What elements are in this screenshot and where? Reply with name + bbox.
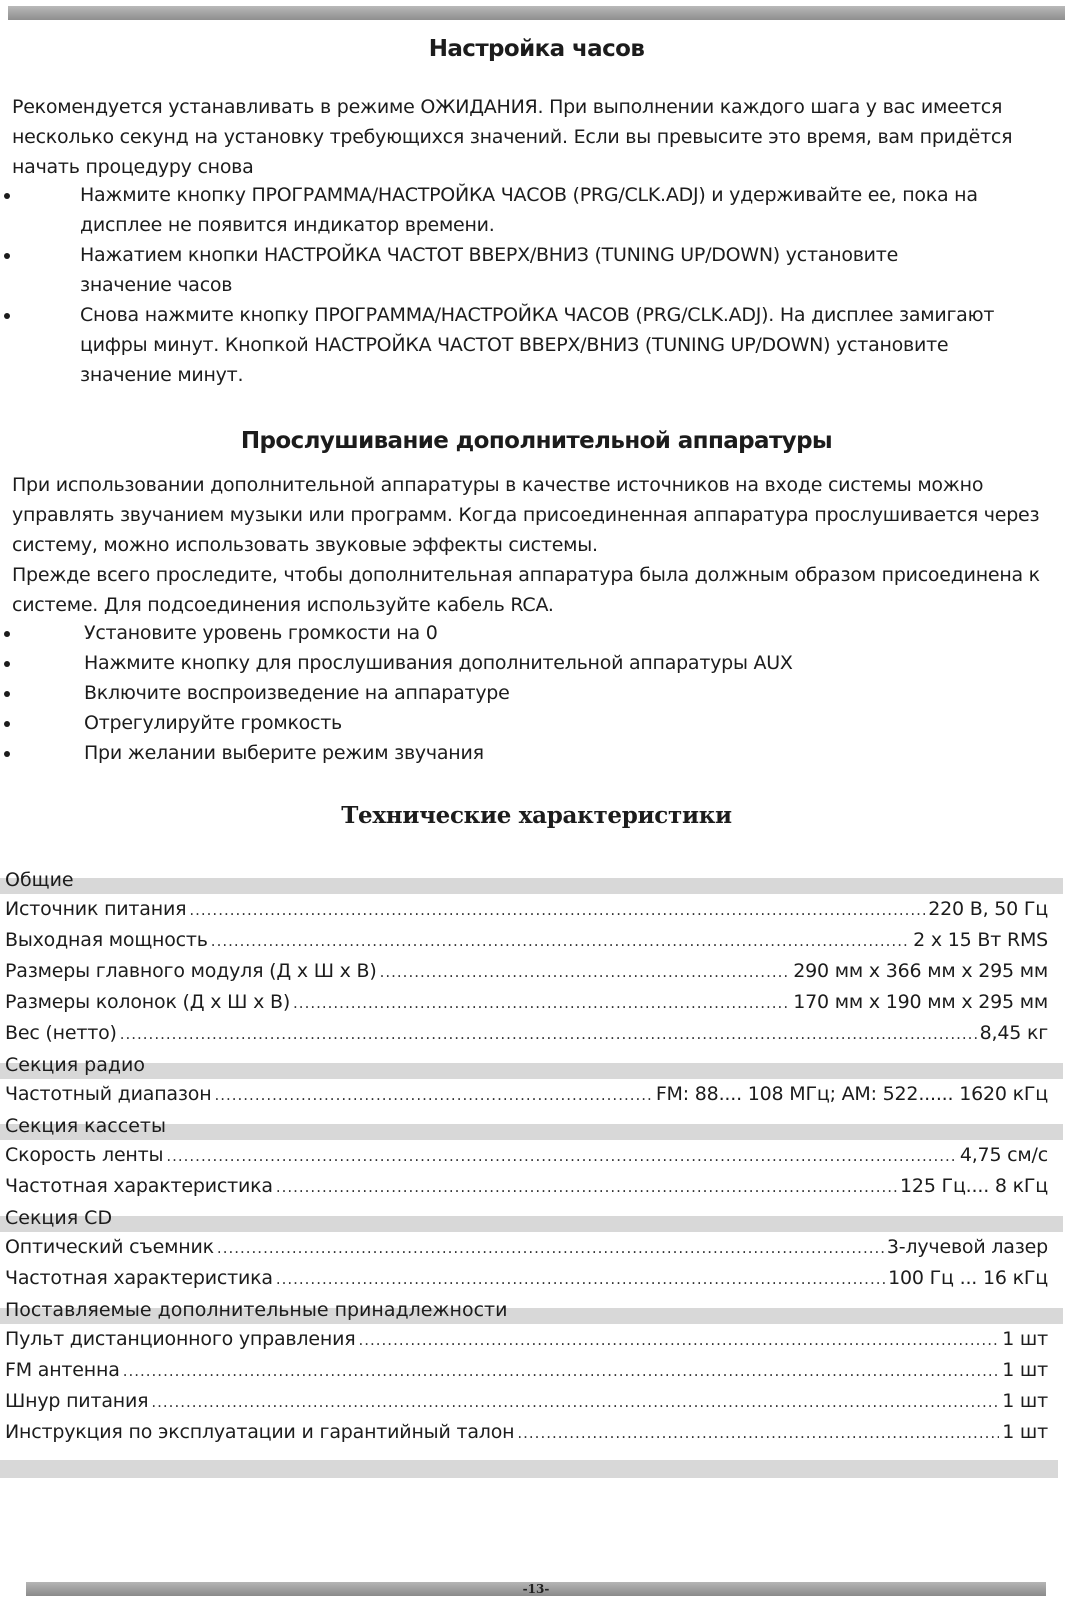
table-row	[0, 1079, 1048, 1110]
list-item	[0, 180, 1030, 240]
table-row	[0, 1386, 1048, 1417]
spec-value: 290 мм x 366 мм x 295 мм	[793, 960, 1048, 982]
leader-dots	[166, 1141, 956, 1172]
bottom-divider-bar	[26, 1582, 1046, 1596]
spec-name: Источник питания	[5, 898, 187, 920]
spec-name: Вес (нетто)	[5, 1022, 117, 1044]
spec-name: Инструкция по эксплуатации и гарантийный талон	[5, 1421, 515, 1443]
spec-name: Частотная характеристика	[5, 1175, 273, 1197]
table-row	[0, 956, 1048, 987]
spec-value: 4,75 см/с	[959, 1144, 1048, 1166]
spec-value: 8,45 кг	[979, 1022, 1048, 1044]
leader-dots	[276, 1264, 885, 1295]
leader-dots	[151, 1387, 999, 1418]
clock-step-text: Нажатием кнопки НАСТРОЙКА ЧАСТОТ ВВЕРХ/ВНИЗ (TUNING UP/DOWN) установите значение часов	[80, 244, 899, 296]
spec-value: 1 шт	[1002, 1328, 1048, 1350]
spec-name: Размеры главного модуля (Д x Ш x В)	[5, 960, 377, 982]
spec-name: Пульт дистанционного управления	[5, 1328, 356, 1350]
leader-dots	[217, 1233, 884, 1264]
list-item	[0, 240, 980, 300]
spec-name: Скорость ленты	[5, 1144, 164, 1166]
spec-name: FM антенна	[5, 1359, 120, 1381]
spec-name: Частотный диапазон	[5, 1083, 212, 1105]
spec-value: FM: 88.... 108 МГц; AM: 522...... 1620 кГц	[655, 1083, 1048, 1105]
spec-value: 220 В, 50 Гц	[928, 898, 1048, 920]
leader-dots	[380, 957, 791, 988]
aux-step-text: При желании выберите режим звучания	[84, 742, 484, 764]
specs-table	[0, 864, 1073, 1478]
bullet-icon	[4, 661, 10, 667]
bullet-icon	[4, 313, 10, 319]
specs-group-header-radio: Секция радио	[0, 1049, 1063, 1079]
leader-dots	[123, 1356, 1000, 1387]
specs-table-footer-band	[0, 1448, 1058, 1478]
leader-dots	[293, 988, 790, 1019]
aux-step-text: Включите воспроизведение на аппаратуре	[84, 682, 510, 704]
bullet-icon	[4, 721, 10, 727]
spec-value: 1 шт	[1002, 1390, 1048, 1412]
leader-dots	[358, 1325, 999, 1356]
table-row	[0, 1417, 1048, 1448]
spec-name: Шнур питания	[5, 1390, 149, 1412]
bullet-icon	[4, 691, 10, 697]
spec-name: Оптический съемник	[5, 1236, 214, 1258]
clock-intro-paragraph: Рекомендуется устанавливать в режиме ОЖИДАНИЯ. При выполнении каждого шага у вас имеется несколько секунд на установку требующихся значений. Если вы превысите это время, вам придётся начать процедуру снова	[12, 96, 1013, 178]
clock-section-title: Настройка часов	[428, 36, 645, 62]
aux-section-title: Прослушивание дополнительной аппаратуры	[240, 428, 833, 454]
list-item	[0, 708, 1073, 738]
bullet-icon	[4, 193, 10, 199]
bullet-icon	[4, 253, 10, 259]
table-row	[0, 1018, 1048, 1049]
table-row	[0, 925, 1048, 956]
spec-value: 1 шт	[1002, 1421, 1048, 1443]
leader-dots	[211, 926, 910, 957]
leader-dots	[276, 1172, 897, 1203]
list-item	[0, 648, 1073, 678]
aux-paragraph-1: При использовании дополнительной аппаратуры в качестве источников на входе системы можно управлять звучанием музыки или программ. Когда присоединенная аппаратура прослушивается через систему, можно использовать звуковые эффекты системы.	[12, 474, 1040, 556]
top-divider-bar	[8, 6, 1065, 20]
aux-steps-list	[0, 618, 1073, 768]
spec-value: 1 шт	[1002, 1359, 1048, 1381]
specs-section-title: Технические характеристики	[341, 802, 732, 829]
specs-group-header-accessories: Поставляемые дополнительные принадлежности	[0, 1294, 1063, 1324]
aux-step-text: Нажмите кнопку для прослушивания дополнительной аппаратуры AUX	[84, 652, 793, 674]
clock-step-text: Нажмите кнопку ПРОГРАММА/НАСТРОЙКА ЧАСОВ (PRG/CLK.ADJ) и удерживайте ее, пока на дисплее не появится индикатор времени.	[80, 184, 978, 236]
bullet-icon	[4, 751, 10, 757]
table-row	[0, 1324, 1048, 1355]
spec-value: 170 мм x 190 мм x 295 мм	[793, 991, 1048, 1013]
spec-value: 100 Гц ... 16 кГц	[888, 1267, 1048, 1289]
list-item	[0, 300, 1035, 390]
list-item	[0, 618, 1073, 648]
spec-value: 3-лучевой лазер	[886, 1236, 1048, 1258]
specs-group-header-general: Общие	[0, 864, 1063, 894]
specs-group-header-cassette: Секция кассеты	[0, 1110, 1063, 1140]
spec-name: Размеры колонок (Д x Ш x В)	[5, 991, 291, 1013]
aux-step-text: Отрегулируйте громкость	[84, 712, 343, 734]
spec-name: Частотная характеристика	[5, 1267, 273, 1289]
list-item	[0, 738, 1073, 768]
table-row	[0, 1232, 1048, 1263]
leader-dots	[214, 1080, 652, 1111]
table-row	[0, 894, 1048, 925]
specs-group-header-cd: Секция CD	[0, 1202, 1063, 1232]
table-row	[0, 1263, 1048, 1294]
leader-dots	[517, 1418, 999, 1449]
spec-name: Выходная мощность	[5, 929, 208, 951]
leader-dots	[120, 1019, 977, 1050]
clock-steps-list	[0, 180, 1073, 390]
table-row	[0, 1355, 1048, 1386]
leader-dots	[189, 895, 925, 926]
clock-step-text: Снова нажмите кнопку ПРОГРАММА/НАСТРОЙКА ЧАСОВ (PRG/CLK.ADJ). На дисплее замигают цифры минут. Кнопкой НАСТРОЙКА ЧАСТОТ ВВЕРХ/ВНИЗ (TUNING UP/DOWN) установите значение минут.	[80, 304, 995, 386]
aux-step-text: Установите уровень громкости на 0	[84, 622, 438, 644]
spec-value: 125 Гц.... 8 кГц	[900, 1175, 1048, 1197]
bullet-icon	[4, 631, 10, 637]
list-item	[0, 678, 1073, 708]
aux-paragraph-2: Прежде всего проследите, чтобы дополнительная аппаратура была должным образом присоединена к системе. Для подсоединения используйте кабель RCA.	[12, 564, 1040, 616]
table-row	[0, 1140, 1048, 1171]
table-row	[0, 987, 1048, 1018]
spec-value: 2 x 15 Вт RMS	[913, 929, 1048, 951]
page-number: -13-	[522, 1582, 550, 1596]
table-row	[0, 1171, 1048, 1202]
